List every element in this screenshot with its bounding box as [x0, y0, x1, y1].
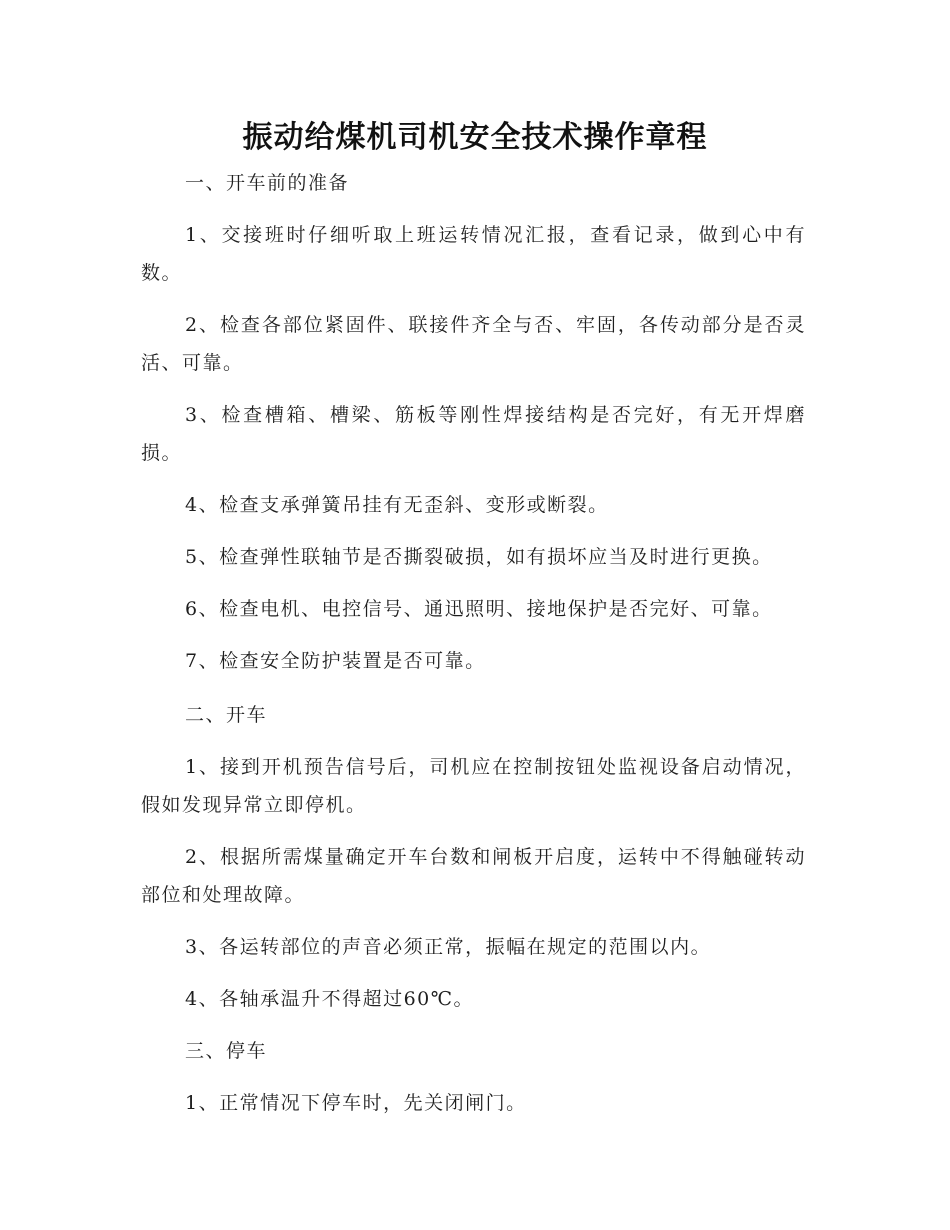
- paragraph: 3、检查槽箱、槽梁、筋板等刚性焊接结构是否完好，有无开焊磨损。: [141, 404, 806, 464]
- paragraph: 2、检查各部位紧固件、联接件齐全与否、牢固，各传动部分是否灵活、可靠。: [141, 314, 806, 374]
- paragraph: 2、根据所需煤量确定开车台数和闸板开启度，运转中不得触碰转动部位和处理故障。: [141, 846, 806, 906]
- paragraph: 3、各运转部位的声音必须正常，振幅在规定的范围以内。: [185, 936, 712, 958]
- paragraph: 5、检查弹性联轴节是否撕裂破损，如有损坏应当及时进行更换。: [185, 546, 773, 568]
- paragraph: 7、检查安全防护装置是否可靠。: [185, 650, 486, 672]
- paragraph: 1、接到开机预告信号后，司机应在控制按钮处监视设备启动情况，假如发现异常立即停机。: [141, 756, 806, 816]
- section-heading-2: 二、开车: [185, 704, 268, 726]
- paragraph: 1、交接班时仔细听取上班运转情况汇报，查看记录，做到心中有数。: [141, 224, 806, 284]
- paragraph: 6、检查电机、电控信号、通迅照明、接地保护是否完好、可靠。: [185, 598, 773, 620]
- paragraph: 4、各轴承温升不得超过60℃。: [185, 988, 475, 1010]
- section-heading-1: 一、开车前的准备: [185, 172, 350, 194]
- paragraph: 4、检查支承弹簧吊挂有无歪斜、变形或断裂。: [185, 494, 609, 516]
- document-title: 振动给煤机司机安全技术操作章程: [242, 120, 708, 155]
- paragraph: 1、正常情况下停车时，先关闭闸门。: [185, 1092, 527, 1114]
- section-heading-3: 三、停车: [185, 1040, 268, 1062]
